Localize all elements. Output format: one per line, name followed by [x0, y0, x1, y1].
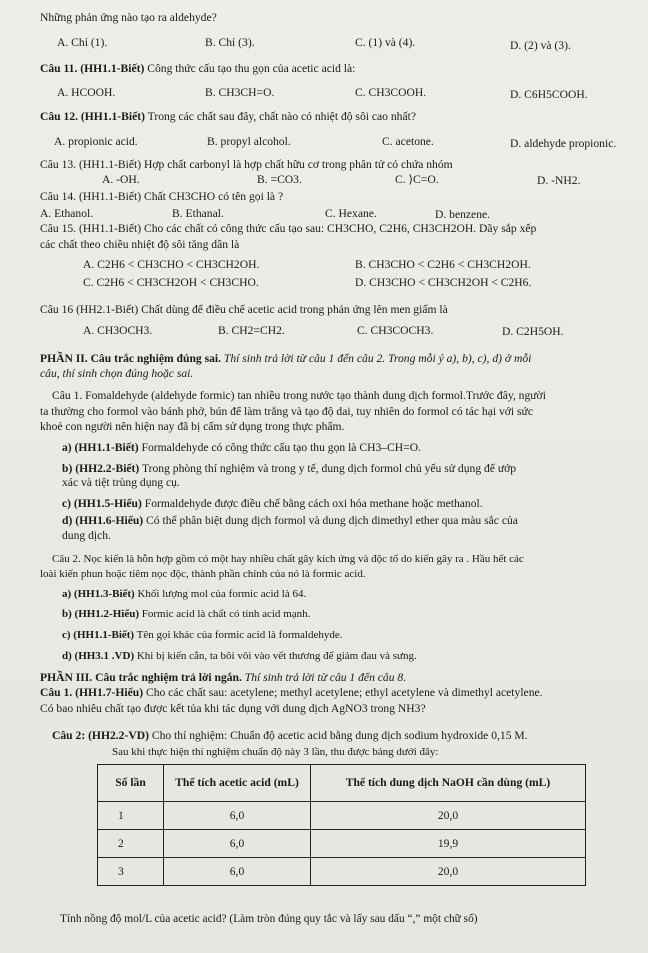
q13-option-c: C. ⟩C=O. — [395, 173, 439, 186]
q11-option-a: A. HCOOH. — [57, 86, 116, 99]
table-cell: 3 — [98, 858, 164, 886]
p3-c2-label: Câu 2: (HH2.2-VD) — [52, 729, 149, 742]
q13-option-b: B. =CO3. — [257, 173, 302, 186]
q12-stem — [40, 110, 416, 124]
part2-instruction: Thí sinh trả lời từ câu 1 đến câu 2. Trong mỗi ý a), b), c), d) ở mỗi — [221, 352, 532, 365]
q10-option-a: A. Chỉ (1). — [57, 36, 108, 49]
p2-c2-b-text: Formic acid là chất có tính acid mạnh. — [139, 608, 311, 620]
q15-option-b: B. CH3CHO < C2H6 < CH3CH2OH. — [355, 258, 531, 271]
q14-stem: Câu 14. (HH1.1-Biết) Chất CH3CHO có tên gọi là ? — [40, 190, 284, 203]
q10-stem: Những phản ứng nào tạo ra aldehyde? — [40, 11, 217, 24]
q14-option-b: B. Ethanal. — [172, 207, 224, 220]
q11-label: Câu 11. (HH1.1-Biết) — [40, 62, 145, 75]
table-cell: 6,0 — [164, 858, 311, 886]
p2-c1-c-label: c) (HH1.5-Hiểu) — [62, 497, 142, 510]
table-cell: 6,0 — [164, 802, 311, 830]
p2-c1-line2: ta thường cho formol vào bánh phở, bún để làm trắng và tạo độ dai, tuy nhiên do formol có tác hại với sức — [40, 405, 533, 418]
part3-heading: PHẦN III. Câu trắc nghiệm trả lời ngắn. — [40, 671, 242, 684]
part3-instruction: Thí sinh trả lời từ câu 1 đến câu 8. — [241, 671, 407, 684]
table-header: Thể tích acetic acid (mL) — [164, 765, 311, 802]
p2-c2-b — [62, 607, 310, 621]
p2-c2-a — [62, 587, 306, 601]
q15-stem-line2: các chất theo chiều nhiệt độ sôi tăng dần là — [40, 238, 240, 251]
p2-c1-a — [62, 441, 421, 455]
q12-option-b: B. propyl alcohol. — [207, 135, 291, 148]
q11-option-d: D. C6H5COOH. — [510, 88, 588, 101]
p3-c1-label: Câu 1. (HH1.7-Hiểu) — [40, 686, 144, 699]
q12-option-a: A. propionic acid. — [54, 135, 138, 148]
q16-option-d: D. C2H5OH. — [502, 325, 564, 338]
p3-c1 — [40, 686, 543, 700]
table-cell: 2 — [98, 830, 164, 858]
p2-c1-a-label: a) (HH1.1-Biết) — [62, 441, 139, 454]
q14-option-d: D. benzene. — [435, 208, 491, 221]
table-header: Thể tích dung dịch NaOH cần dùng (mL) — [311, 765, 586, 802]
q12-label: Câu 12. (HH1.1-Biết) — [40, 110, 145, 123]
p3-c2 — [52, 729, 528, 743]
p2-c1-b — [62, 462, 516, 476]
q15-option-c: C. C2H6 < CH3CH2OH < CH3CHO. — [83, 276, 259, 289]
p2-c2-a-text: Khối lượng mol của formic acid là 64. — [134, 588, 307, 600]
p3-c2-text: Cho thí nghiệm: Chuẩn độ acetic acid bằng dung dịch sodium hydroxide 0,15 M. — [148, 729, 528, 742]
p2-c1-c-text: Formaldehyde được điều chế bằng cách oxi hóa methane hoặc methanol. — [141, 497, 483, 510]
table-cell: 20,0 — [311, 802, 586, 830]
part2-instruction-2: câu, thí sinh chọn đúng hoặc sai. — [40, 367, 194, 380]
p2-c2-line2: loài kiến phun hoặc tiêm nọc độc, thành phần chính của nó là formic acid. — [40, 568, 366, 580]
q12-option-d: D. aldehyde propionic. — [510, 137, 617, 150]
p3-c2-question: Tính nồng độ mol/L của acetic acid? (Làm tròn đúng quy tắc và lấy sau dấu “,” một chữ số) — [60, 913, 478, 925]
table-cell: 20,0 — [311, 858, 586, 886]
p2-c1-line3: khoẻ con người nên hiện nay đã bị cấm sử dụng trong thực phẩm. — [40, 420, 345, 433]
p3-c1-text2: Có bao nhiêu chất tạo được kết tủa khi tác dụng với dung dịch AgNO3 trong NH3? — [40, 702, 426, 715]
q12-option-c: C. acetone. — [382, 135, 434, 148]
q14-option-c: C. Hexane. — [325, 207, 377, 220]
p2-c2-a-label: a) (HH1.3-Biết) — [62, 588, 135, 600]
table-row — [98, 802, 586, 830]
q16-option-a: A. CH3OCH3. — [83, 324, 153, 337]
p2-c2-d — [62, 649, 417, 663]
p2-c1-d2: dung dịch. — [62, 529, 111, 542]
p2-c1-a-text: Formaldehyde có công thức cấu tạo thu gọn là CH3–CH=O. — [138, 441, 421, 454]
titration-table — [97, 764, 586, 886]
q11-option-c: C. CH3COOH. — [355, 86, 427, 99]
table-header-row — [98, 765, 586, 802]
p2-c2-d-label: d) (HH3.1 .VD) — [62, 650, 135, 662]
p2-c2-line1: Câu 2. Nọc kiến là hỗn hợp gồm có một hay nhiều chất gây kích ứng và độc tố do kiến gây ra . Hầu hết các — [52, 553, 524, 565]
table-cell: 1 — [98, 802, 164, 830]
table-row — [98, 858, 586, 886]
q14-option-a: A. Ethanol. — [40, 207, 94, 220]
p2-c1-b2: xác và tiệt trùng dụng cụ. — [62, 476, 180, 489]
q13-option-a: A. -OH. — [102, 173, 140, 186]
p2-c1-c — [62, 497, 483, 511]
q10-option-b: B. Chỉ (3). — [205, 36, 255, 49]
q16-stem: Câu 16 (HH2.1-Biết) Chất dùng để điều chế acetic acid trong phản ứng lên men giấm là — [40, 303, 448, 316]
q13-option-d: D. -NH2. — [537, 174, 581, 187]
p2-c2-b-label: b) (HH1.2-Hiểu) — [62, 608, 139, 620]
q16-option-c: C. CH3COCH3. — [357, 324, 434, 337]
q15-stem-line1: Câu 15. (HH1.1-Biết) Cho các chất có công thức cấu tạo sau: CH3CHO, C2H6, CH3CH2OH. Dãy sắp xếp — [40, 222, 537, 235]
q11-option-b: B. CH3CH=O. — [205, 86, 275, 99]
part2-heading-line — [40, 352, 531, 366]
part3-heading-line — [40, 671, 406, 685]
p3-c2-text2: Sau khi thực hiện thí nghiệm chuẩn độ này 3 lần, thu được bảng dưới đây: — [112, 746, 439, 758]
p2-c1-d — [62, 514, 518, 528]
q16-option-b: B. CH2=CH2. — [218, 324, 285, 337]
p2-c1-d-text: Có thể phân biệt dung dịch formol và dung dịch dimethyl ether qua màu sắc của — [143, 514, 518, 527]
q15-option-d: D. CH3CHO < CH3CH2OH < C2H6. — [355, 276, 532, 289]
p2-c2-c-label: c) (HH1.1-Biết) — [62, 629, 135, 641]
p2-c1-line1: Câu 1. Fomaldehyde (aldehyde formic) tan nhiều trong nước tạo thành dung dịch formol.Trước đây, người — [52, 389, 546, 402]
part2-heading: PHẦN II. Câu trắc nghiệm đúng sai. — [40, 352, 222, 365]
q12-text: Trong các chất sau đây, chất nào có nhiệt độ sôi cao nhất? — [144, 110, 416, 123]
p2-c2-c-text: Tên gọi khác của formic acid là formaldehyde. — [134, 629, 343, 641]
p3-c1-text: Cho các chất sau: acetylene; methyl acetylene; ethyl acetylene và dimethyl acetylene. — [143, 686, 543, 699]
q10-option-d: D. (2) và (3). — [510, 39, 571, 52]
table-cell: 6,0 — [164, 830, 311, 858]
q10-option-c: C. (1) và (4). — [355, 36, 416, 49]
q11-stem — [40, 62, 355, 76]
q13-stem: Câu 13. (HH1.1-Biết) Hợp chất carbonyl là hợp chất hữu cơ trong phân tử có chứa nhóm — [40, 158, 453, 171]
table-header: Số lần — [98, 765, 164, 802]
table-row — [98, 830, 586, 858]
table-cell: 19,9 — [311, 830, 586, 858]
p2-c2-d-text: Khi bị kiến cắn, ta bôi vôi vào vết thương để giảm đau và sưng. — [134, 650, 417, 662]
p2-c2-c — [62, 628, 343, 642]
p2-c1-b-text: Trong phòng thí nghiệm và trong y tế, dung dịch formol chủ yếu sử dụng để ướp — [139, 462, 517, 475]
p2-c1-b-label: b) (HH2.2-Biết) — [62, 462, 140, 475]
q15-option-a: A. C2H6 < CH3CHO < CH3CH2OH. — [83, 258, 260, 271]
q11-text: Công thức cấu tạo thu gọn của acetic acid là: — [144, 62, 356, 75]
p2-c1-d-label: d) (HH1.6-Hiểu) — [62, 514, 144, 527]
